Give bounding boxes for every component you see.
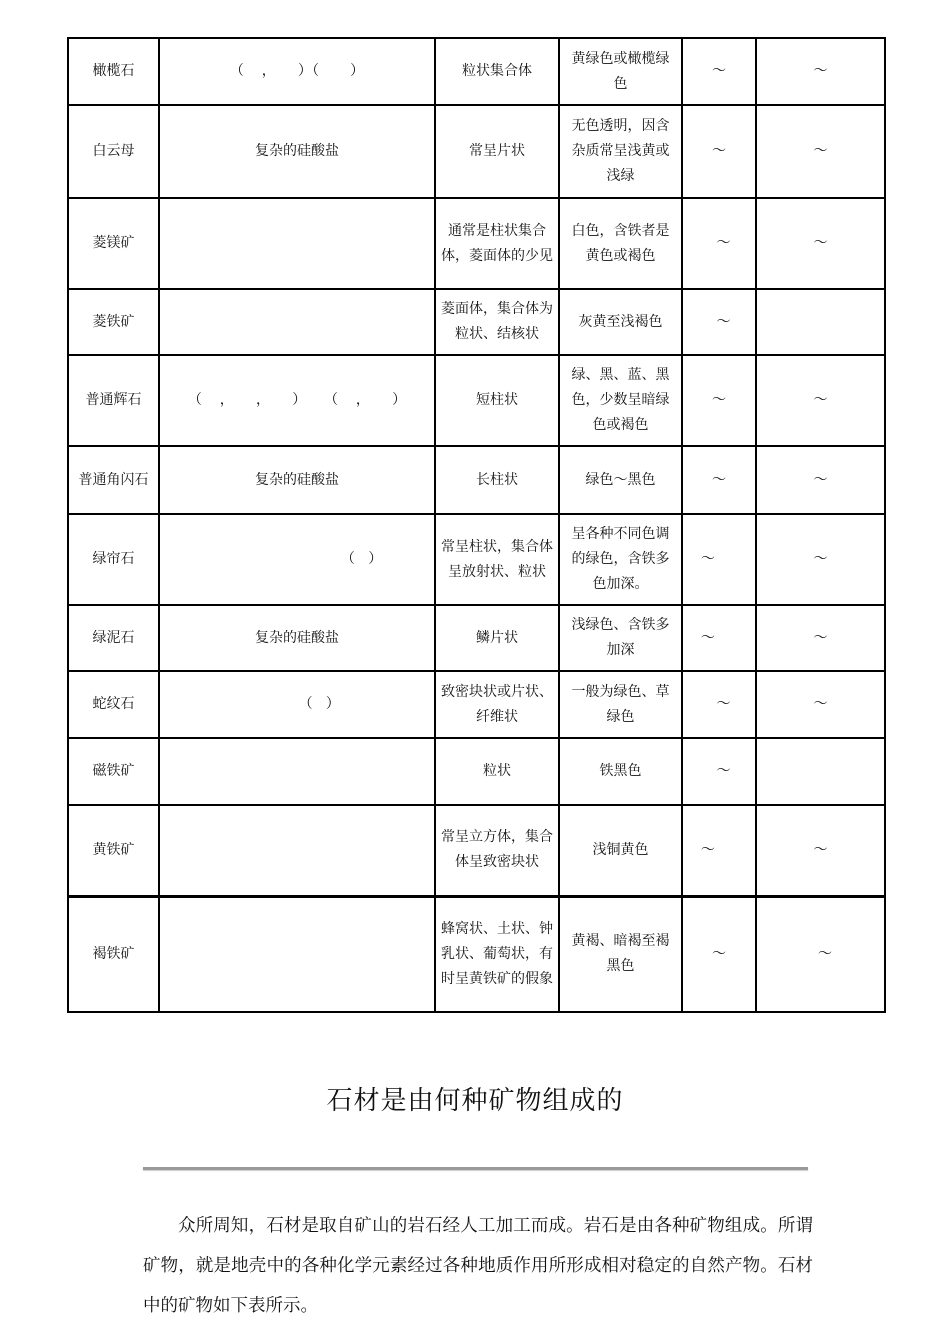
formula-cell: 复杂的硅酸盐 (159, 605, 435, 671)
article-paragraph: 众所周知，石材是取自矿山的岩石经人工加工而成。岩石是由各种矿物组成。所谓矿物，就是地壳中的各种化学元素经过各种地质作用所形成相对稳定的自然产物。石材中的矿物如下表所示。 (143, 1216, 813, 1316)
hardness-range-cell: ～ (682, 446, 756, 514)
mineral-name-cell: 菱镁矿 (68, 198, 159, 289)
formula-cell (159, 896, 435, 1012)
color-cell: 无色透明，因含杂质常呈浅黄或浅绿 (559, 105, 682, 198)
mineral-name-cell: 蛇纹石 (68, 671, 159, 738)
hardness-range-cell: ～ (682, 514, 756, 605)
form-cell: 蜂窝状、土状、钟乳状、葡萄状，有时呈黄铁矿的假象 (435, 896, 559, 1012)
table-row (68, 605, 885, 671)
formula-cell (159, 738, 435, 805)
mineral-name-cell: 磁铁矿 (68, 738, 159, 805)
form-cell: 菱面体，集合体为粒状、结核状 (435, 289, 559, 355)
formula-cell: （ ） (159, 514, 435, 605)
hardness-range-cell: ～ (682, 605, 756, 671)
article-title: 石材是由何种矿物组成的 (326, 1086, 624, 1116)
mineral-name-cell: 褐铁矿 (68, 896, 159, 1012)
table-row (68, 105, 885, 198)
mineral-name-cell: 黄铁矿 (68, 805, 159, 896)
hardness-range-cell: ～ (682, 355, 756, 446)
color-cell: 浅铜黄色 (559, 805, 682, 896)
hardness-range-cell: ～ (682, 289, 756, 355)
density-range-cell: ～ (756, 446, 885, 514)
form-cell: 粒状集合体 (435, 38, 559, 105)
formula-cell: 复杂的硅酸盐 (159, 446, 435, 514)
table-row (68, 355, 885, 446)
table-body (68, 38, 885, 1012)
hardness-range-cell: ～ (682, 38, 756, 105)
hardness-range-cell: ～ (682, 198, 756, 289)
mineral-name-cell: 普通辉石 (68, 355, 159, 446)
mineral-name-cell: 普通角闪石 (68, 446, 159, 514)
hardness-range-cell: ～ (682, 896, 756, 1012)
color-cell: 绿色～黑色 (559, 446, 682, 514)
density-range-cell: ～ (756, 355, 885, 446)
table-row (68, 738, 885, 805)
table-row (68, 198, 885, 289)
formula-cell (159, 805, 435, 896)
table-row (68, 38, 885, 105)
density-range-cell: ～ (756, 38, 885, 105)
formula-cell (159, 289, 435, 355)
formula-cell: 复杂的硅酸盐 (159, 105, 435, 198)
form-cell: 常呈柱状，集合体呈放射状、粒状 (435, 514, 559, 605)
hardness-range-cell: ～ (682, 805, 756, 896)
form-cell: 粒状 (435, 738, 559, 805)
density-range-cell: ～ (756, 198, 885, 289)
mineral-name-cell: 白云母 (68, 105, 159, 198)
form-cell: 长柱状 (435, 446, 559, 514)
formula-cell: （ ， ， ） （ ， ） (159, 355, 435, 446)
form-cell: 鳞片状 (435, 605, 559, 671)
color-cell: 铁黑色 (559, 738, 682, 805)
color-cell: 黄褐、暗褐至褐黑色 (559, 896, 682, 1012)
form-cell: 常呈片状 (435, 105, 559, 198)
article-body (143, 1206, 813, 1326)
formula-cell: （ ） (159, 671, 435, 738)
density-range-cell: ～ (756, 105, 885, 198)
table-row (68, 805, 885, 896)
form-cell: 致密块状或片状、纤维状 (435, 671, 559, 738)
color-cell: 呈各种不同色调的绿色，含铁多色加深。 (559, 514, 682, 605)
table-row (68, 671, 885, 738)
color-cell: 白色，含铁者是黄色或褐色 (559, 198, 682, 289)
form-cell: 短柱状 (435, 355, 559, 446)
hardness-range-cell: ～ (682, 738, 756, 805)
mineral-name-cell: 菱铁矿 (68, 289, 159, 355)
mineral-name-cell: 橄榄石 (68, 38, 159, 105)
density-range-cell: ～ (756, 671, 885, 738)
formula-cell: （ ， ）（ ） (159, 38, 435, 105)
density-range-cell: ～ (756, 514, 885, 605)
title-divider (143, 1167, 808, 1170)
mineral-name-cell: 绿泥石 (68, 605, 159, 671)
table-row (68, 446, 885, 514)
mineral-table (67, 37, 886, 1013)
density-range-cell (756, 738, 885, 805)
form-cell: 通常是柱状集合体，菱面体的少见 (435, 198, 559, 289)
mineral-name-cell: 绿帘石 (68, 514, 159, 605)
density-range-cell (756, 289, 885, 355)
hardness-range-cell: ～ (682, 671, 756, 738)
color-cell: 浅绿色、含铁多加深 (559, 605, 682, 671)
density-range-cell: ～ (756, 896, 885, 1012)
formula-cell (159, 198, 435, 289)
color-cell: 绿、黑、蓝、黑色，少数呈暗绿色或褐色 (559, 355, 682, 446)
table-row (68, 514, 885, 605)
color-cell: 黄绿色或橄榄绿色 (559, 38, 682, 105)
table-row (68, 289, 885, 355)
color-cell: 一般为绿色、草绿色 (559, 671, 682, 738)
density-range-cell: ～ (756, 605, 885, 671)
color-cell: 灰黄至浅褐色 (559, 289, 682, 355)
table-row (68, 896, 885, 1012)
form-cell: 常呈立方体，集合体呈致密块状 (435, 805, 559, 896)
hardness-range-cell: ～ (682, 105, 756, 198)
density-range-cell: ～ (756, 805, 885, 896)
